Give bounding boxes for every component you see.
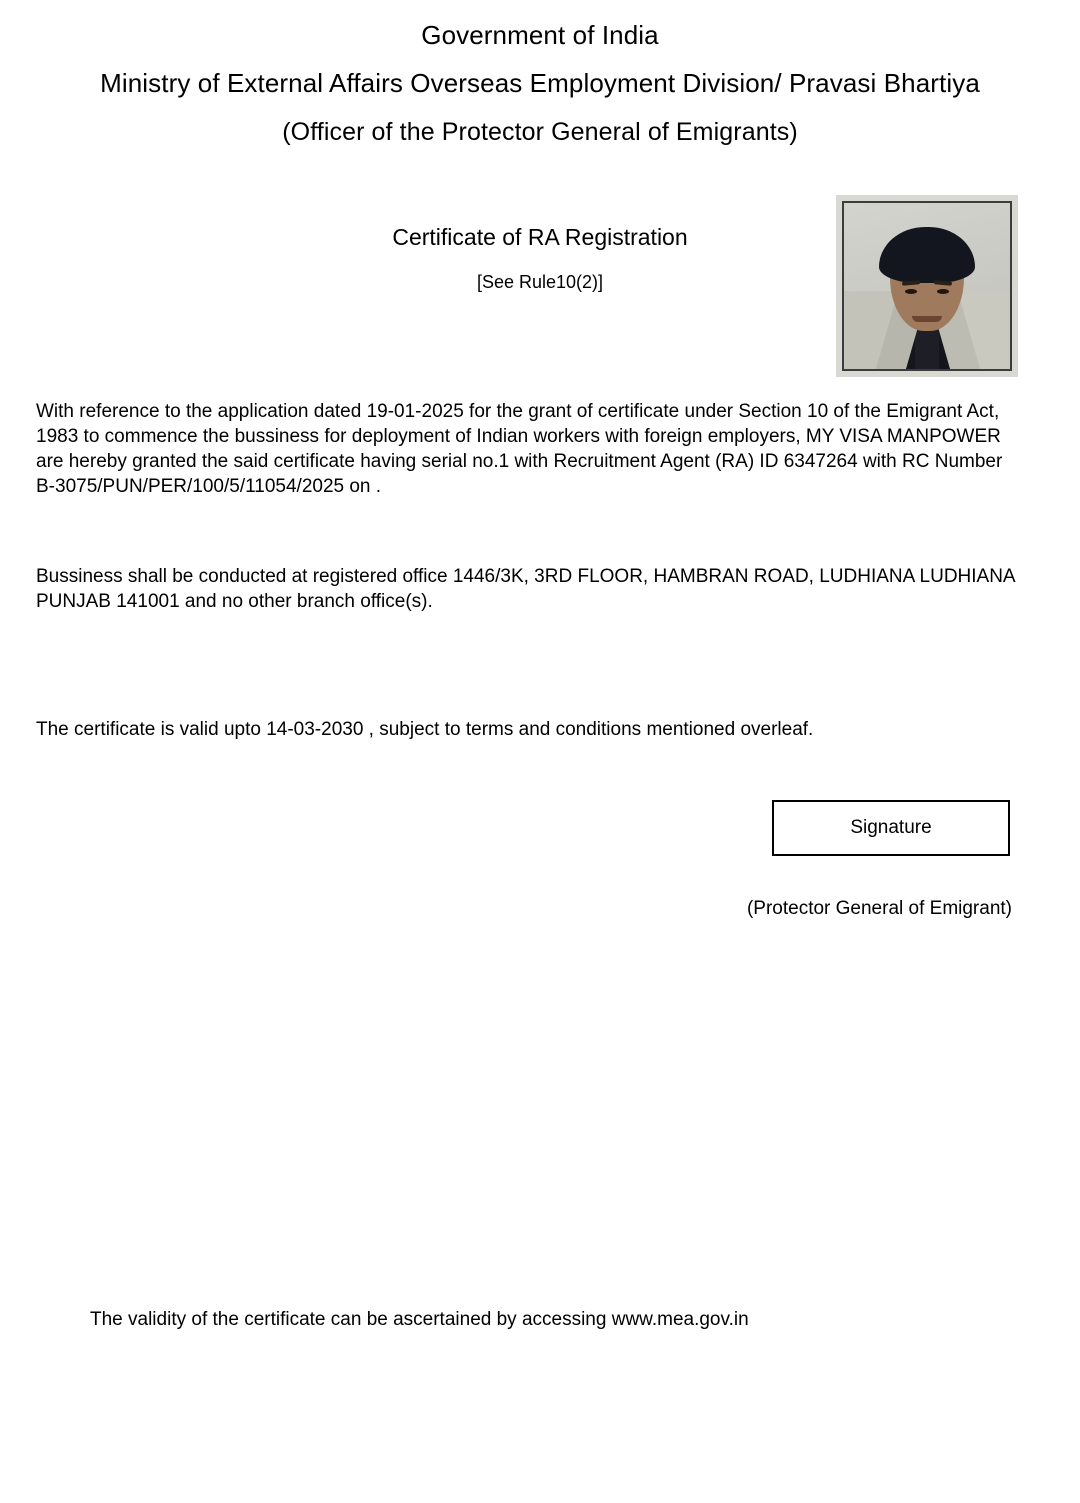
applicant-photo xyxy=(836,195,1018,377)
signature-box xyxy=(772,800,1010,856)
certificate-rule-reference: [See Rule10(2)] xyxy=(476,272,604,292)
photo-eye-left xyxy=(905,289,917,294)
reference-paragraph: With reference to the application dated 19-01-2025 for the grant of certificate under Section 10 of the Emigrant Act, 1983 to commence the bussiness for deployment of Indian workers with foreign employers, MY VISA MANPOWER are hereby granted the said certificate having serial no.1 with Recruitment Agent (RA) ID 6347264 with RC Number B-3075/PUN/PER/100/5/11054/2025 on . xyxy=(36,401,1003,497)
signature-label: Signature xyxy=(850,817,932,838)
certificate-title: Certificate of RA Registration xyxy=(392,224,688,250)
validity-paragraph: The certificate is valid upto 14-03-2030 , subject to terms and conditions mentioned overleaf. xyxy=(36,719,814,740)
signatory-designation: (Protector General of Emigrant) xyxy=(746,898,1012,919)
document-header xyxy=(0,18,1080,149)
photo-mouth xyxy=(912,316,942,322)
header-ministry-line: Ministry of External Affairs Overseas Employment Division/ Pravasi Bhartiya xyxy=(100,68,980,98)
footer-validity-note: The validity of the certificate can be ascertained by accessing www.mea.gov.in xyxy=(90,1309,749,1330)
photo-frame xyxy=(842,201,1012,371)
header-government-line: Government of India xyxy=(421,20,659,50)
business-address-paragraph: Bussiness shall be conducted at registered office 1446/3K, 3RD FLOOR, HAMBRAN ROAD, LUDHIANA LUDHIANA PUNJAB 141001 and no other branch office(s). xyxy=(36,566,1015,612)
header-office-line: (Officer of the Protector General of Emigrants) xyxy=(282,118,798,146)
photo-eye-right xyxy=(937,289,949,294)
